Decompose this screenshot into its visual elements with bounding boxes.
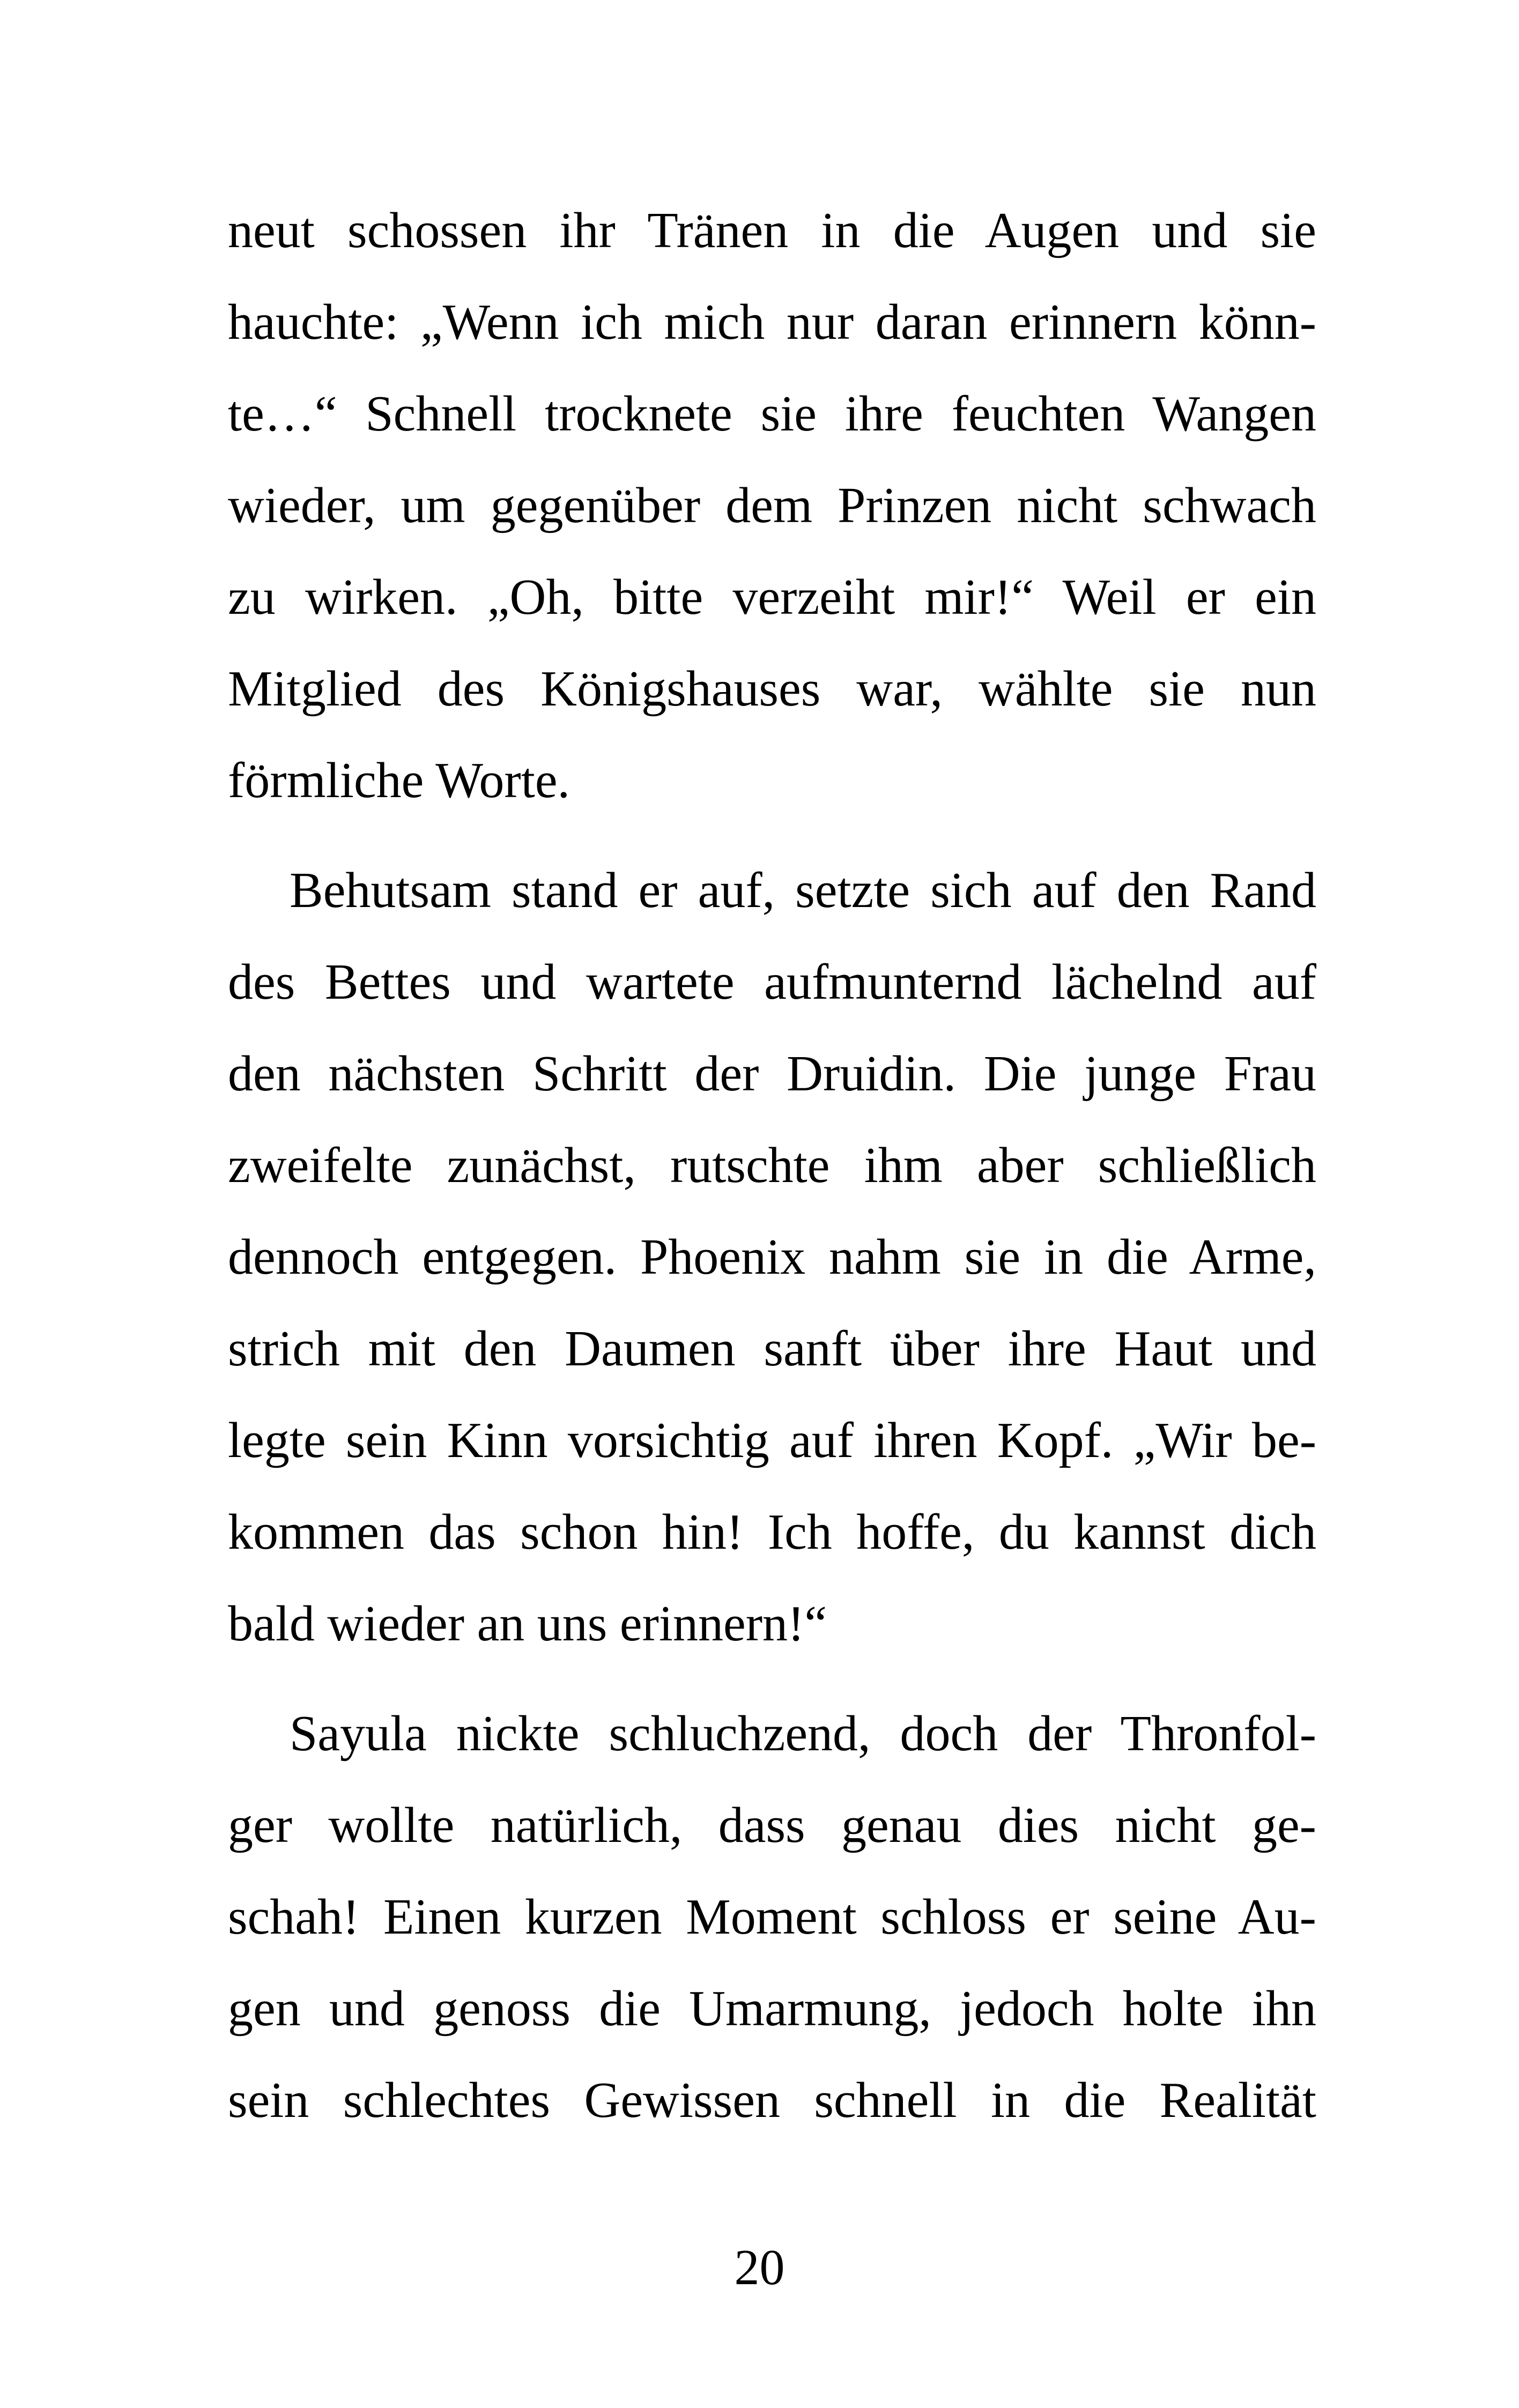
body-text bbox=[228, 185, 1316, 2146]
paragraph-1 bbox=[228, 185, 1316, 827]
text-line: hauchte: „Wenn ich mich nur daran erinnern könn- bbox=[228, 294, 1316, 350]
text-line: bald wieder an uns erinnern!“ bbox=[228, 1596, 827, 1652]
text-line: sein schlechtes Gewissen schnell in die Realität bbox=[228, 2072, 1316, 2128]
text-line: den nächsten Schritt der Druidin. Die junge Frau bbox=[228, 1046, 1316, 1102]
text-line: zu wirken. „Oh, bitte verzeiht mir!“ Weil er ein bbox=[228, 569, 1316, 625]
text-line: kommen das schon hin! Ich hoffe, du kannst dich bbox=[228, 1504, 1316, 1560]
text-line: wieder, um gegenüber dem Prinzen nicht schwach bbox=[228, 478, 1316, 533]
text-line: strich mit den Daumen sanft über ihre Haut und bbox=[228, 1321, 1316, 1377]
text-line: förmliche Worte. bbox=[228, 753, 570, 808]
page-number: 20 bbox=[734, 2240, 785, 2295]
text-line: te…“ Schnell trocknete sie ihre feuchten Wangen bbox=[228, 386, 1316, 442]
text-line: dennoch entgegen. Phoenix nahm sie in die Arme, bbox=[228, 1229, 1316, 1285]
text-line: legte sein Kinn vorsichtig auf ihren Kopf. „Wir be- bbox=[228, 1413, 1316, 1468]
text-line: schah! Einen kurzen Moment schloss er seine Au- bbox=[228, 1889, 1316, 1945]
text-line: des Bettes und wartete aufmunternd lächelnd auf bbox=[228, 954, 1316, 1010]
text-line: neut schossen ihr Tränen in die Augen und sie bbox=[228, 203, 1316, 258]
paragraph-2 bbox=[228, 845, 1316, 1670]
text-line: zweifelte zunächst, rutschte ihm aber schließlich bbox=[228, 1138, 1316, 1193]
text-line: gen und genoss die Umarmung, jedoch holte ihn bbox=[228, 1981, 1316, 2037]
text-line: Sayula nickte schluchzend, doch der Thronfol- bbox=[290, 1706, 1316, 1762]
text-line: Behutsam stand er auf, setzte sich auf den Rand bbox=[290, 863, 1316, 918]
text-line: Mitglied des Königshauses war, wählte sie nun bbox=[228, 661, 1316, 717]
paragraph-3 bbox=[228, 1688, 1316, 2146]
text-line: ger wollte natürlich, dass genau dies nicht ge- bbox=[228, 1797, 1316, 1853]
